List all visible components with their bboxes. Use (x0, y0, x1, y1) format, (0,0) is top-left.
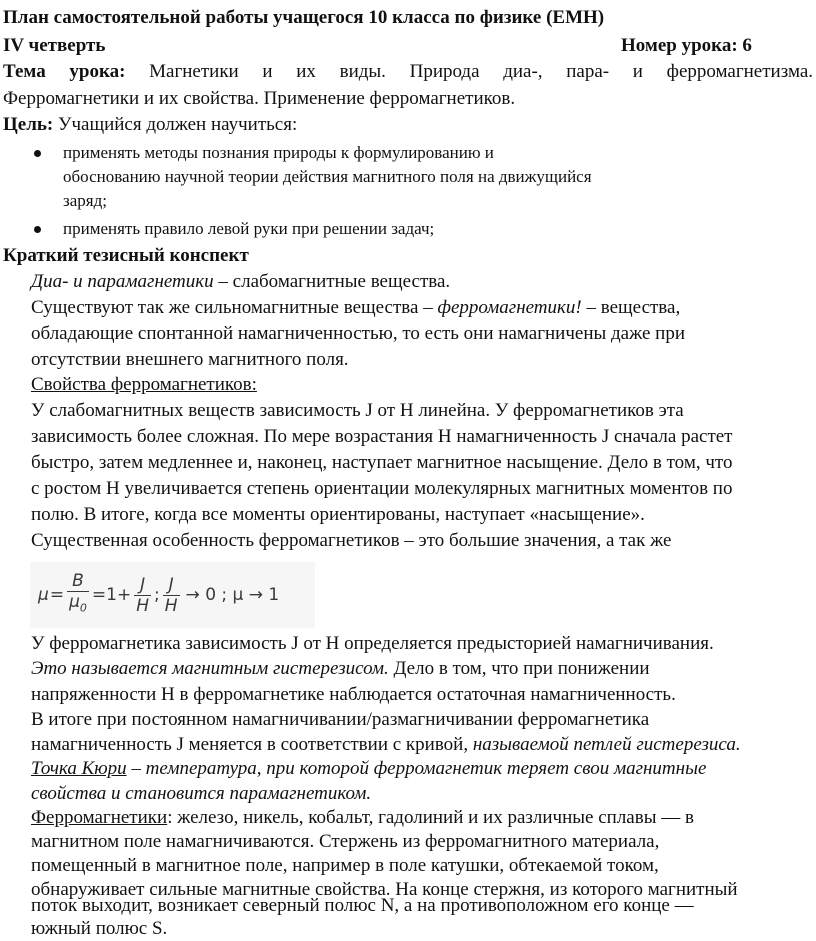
ferro-line-last: южный полюс S. (31, 918, 168, 939)
formula-den (67, 591, 89, 618)
lesson-number: Номер урока: 6 (621, 35, 752, 56)
hysteresis-line-4: В итоге при постоянном намагничивании/размагничивании ферромагнетика (31, 709, 650, 730)
properties-line: Существенная особенность ферромагнетиков – это большие значения, а так же (31, 530, 672, 551)
goal-text: Учащийся должен научиться: (53, 114, 298, 135)
curie-line-1 (31, 757, 706, 780)
term-dia-para: Диа- и парамагнетики (31, 271, 214, 292)
properties-line: полю. В итоге, когда все моменты ориентированы, наступает «насыщение». (31, 504, 645, 525)
properties-line: с ростом H увеличивается степень ориентации молекулярных магнитных моментов по (31, 478, 733, 499)
formula-num: J (140, 574, 146, 595)
formula-sep: ; (154, 585, 160, 605)
quarter-label: IV четверть (3, 35, 106, 56)
formula-den: H (164, 595, 178, 616)
formula-num: B (72, 571, 84, 592)
formula-mu: μ (38, 585, 49, 605)
ferro-line: обнаруживает сильные магнитные свойства. На конце стержня, из которого магнитный (31, 879, 738, 900)
formula-fraction (163, 575, 180, 616)
bullet-2-line-1: применять правило левой руки при решении задач; (63, 219, 435, 238)
topic-line-1 (3, 60, 813, 83)
bullet-1-line-1: применять методы познания природы к формулированию и (63, 143, 494, 162)
ferro-line: поток выходит, возникает северный полюс N, а на противоположном его конце — (31, 895, 694, 916)
formula-den-mu: μ (69, 592, 80, 613)
term-ferromagnetics-list: Ферромагнетики (31, 807, 168, 828)
topic-text: Магнетики и их виды. Природа диа-, пара- и ферромагнетизма. (149, 61, 814, 82)
hysteresis-line-3: напряженности H в ферромагнетике наблюдается остаточная намагниченность. (31, 684, 676, 705)
bullet-dot (34, 150, 41, 157)
formula-image (30, 562, 315, 628)
document-title: План самостоятельной работы учащегося 10 класса по физике (ЕМН) (3, 7, 605, 28)
formula-tail: → 0 ; μ → 1 (185, 585, 280, 605)
permeability-formula (38, 562, 280, 628)
properties-heading: Свойства ферромагнетиков: (31, 374, 257, 395)
bullet-1-line-2: обоснованию научной теории действия магнитного поля на движущийся (63, 167, 592, 186)
goal-line (3, 113, 297, 136)
hysteresis-line-2 (31, 657, 650, 680)
summary-p2-line-1 (31, 296, 680, 319)
term-hysteresis-loop: называемой петлей гистерезиса. (472, 734, 741, 755)
formula-fraction (67, 571, 89, 618)
ferro-rest: : железо, никель, кобальт, гадолиний и их различные сплавы — в (167, 807, 694, 828)
topic-line-2: Ферромагнетики и их свойства. Применение ферромагнетиков. (3, 88, 516, 109)
properties-line: быстро, затем медленнее и, наконец, наступает магнитное насыщение. Дело в том, что (31, 452, 733, 473)
formula-num: J (168, 574, 174, 595)
ferro-line: магнитном поле намагничиваются. Стержень из ферромагнитного материала, (31, 831, 660, 852)
bullet-1-line-3: заряд; (63, 191, 107, 210)
ferro-line-1 (31, 806, 694, 829)
curie-rest: – температура, при которой ферромагнетик теряет свои магнитные (126, 758, 707, 779)
bullet-dot (34, 226, 41, 233)
term-ferromagnetics: ферромагнетики! (437, 297, 582, 318)
properties-line: зависимость более сложная. По мере возрастания Н намагниченность J сначала растет (31, 426, 733, 447)
ferro-line: помещенный в магнитное поле, например в поле катушки, обтекаемой током, (31, 855, 659, 876)
goal-label: Цель: (3, 114, 54, 135)
term-curie-point: Точка Кюри (31, 758, 127, 779)
summary-p2-line-3: отсутствии внешнего магнитного поля. (31, 349, 349, 370)
topic-label: Тема урока: (3, 61, 126, 82)
hysteresis-line-5 (31, 733, 741, 756)
summary-p2-line-2: обладающие спонтанной намагниченностью, то есть они намагничены даже при (31, 323, 685, 344)
summary-p1 (31, 270, 450, 293)
p1-rest: – слабомагнитные вещества. (213, 271, 451, 292)
p2-b: – вещества, (581, 297, 681, 318)
curie-line-2: свойства и становится парамагнетиком. (31, 783, 372, 804)
formula-den: H (136, 595, 150, 616)
p2-a: Существуют так же сильномагнитные вещества – (31, 297, 438, 318)
formula-eq-one-plus: =1+ (91, 585, 132, 605)
summary-heading: Краткий тезисный конспект (3, 245, 249, 266)
properties-line: У слабомагнитных веществ зависимость J от H линейна. У ферромагнетиков эта (31, 400, 684, 421)
term-hysteresis: Это называется магнитным гистерезисом. (31, 658, 389, 679)
hyst-5a: намагниченность J меняется в соответствии с кривой, (31, 734, 473, 755)
hyst-rest: Дело в том, что при понижении (388, 658, 650, 679)
formula-eq: = (49, 585, 65, 605)
formula-den-sub: 0 (79, 601, 87, 615)
hysteresis-line-1: У ферромагнетика зависимость J от H определяется предысторией намагничивания. (31, 633, 714, 654)
formula-fraction (134, 575, 151, 616)
